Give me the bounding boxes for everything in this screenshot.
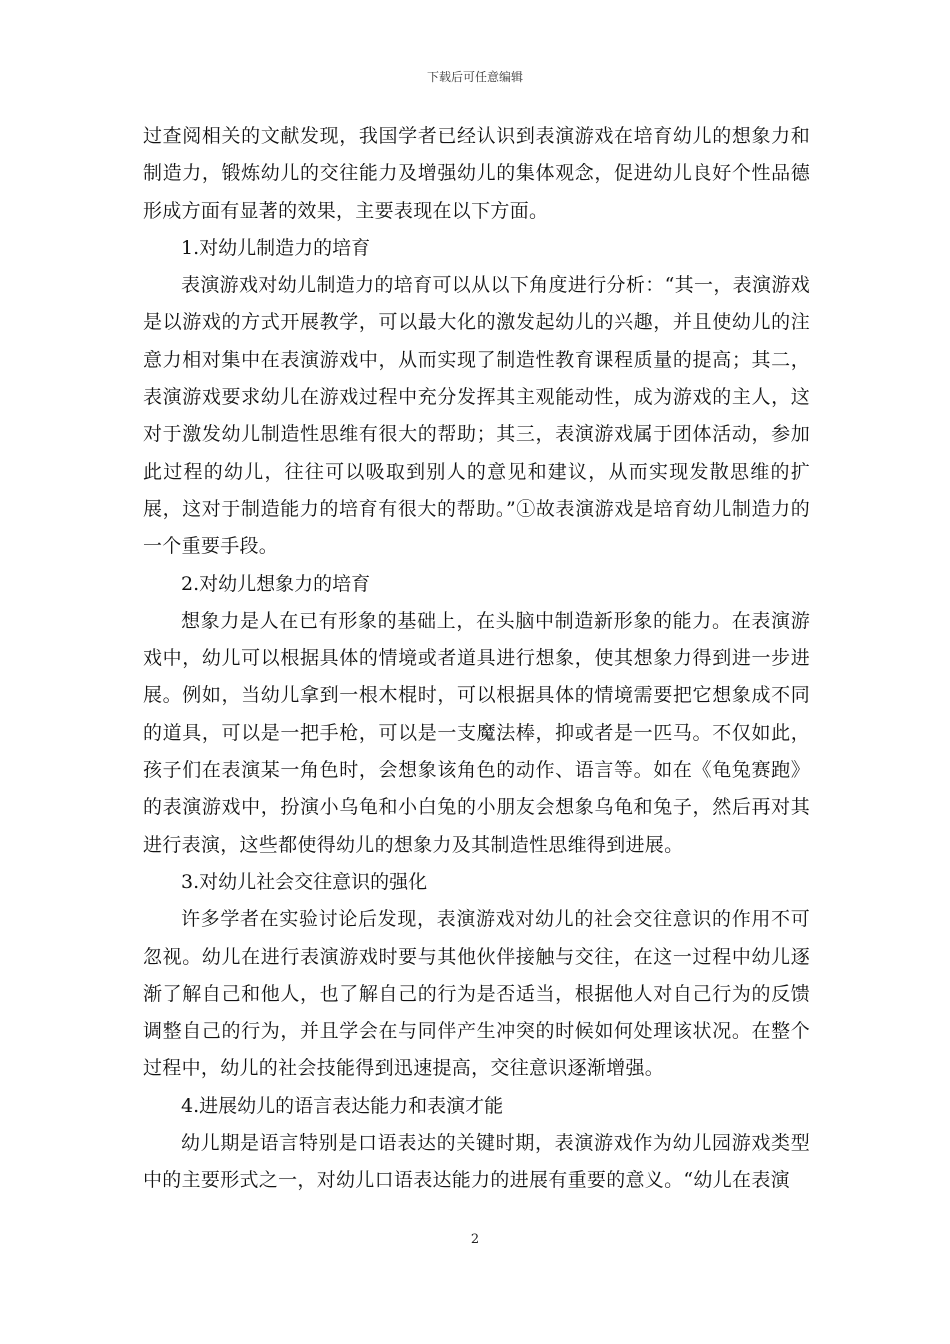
paragraph: 许多学者在实验讨论后发现，表演游戏对幼儿的社会交往意识的作用不可忽视。幼儿在进行表演游戏时要与其他伙伴接触与交往，在这一过程中幼儿逐渐了解自己和他人，也了解自己的行为是否适当，根据他人对自己行为的反馈调整自己的行为，并且学会在与同伴产生冲突的时候如何处理该状况。在整个过程中，幼儿的社会技能得到迅速提高，交往意识逐渐增强。 xyxy=(143,908,810,1080)
section-heading: 2.对幼儿想象力的培育 xyxy=(181,572,371,595)
page-number: 2 xyxy=(470,1232,480,1247)
paragraph: 幼儿期是语言特别是口语表达的关键时期，表演游戏作为幼儿园游戏类型中的主要形式之一，对幼儿口语表达能力的进展有重要的意义。“幼儿在表演 xyxy=(143,1132,810,1192)
paragraph: 表演游戏对幼儿制造力的培育可以从以下角度进行分析：“其一，表演游戏是以游戏的方式开展教学，可以最大化的激发起幼儿的兴趣，并且使幼儿的注意力相对集中在表演游戏中，从而实现了制造性教育课程质量的提高；其二，表演游戏要求幼儿在游戏过程中充分发挥其主观能动性，成为游戏的主人，这对于激发幼儿制造性思维有很大的帮助；其三，表演游戏属于团体活动，参加此过程的幼儿，往往可以吸取到别人的意见和建议，从而实现发散思维的扩展，这对于制造能力的培育有很大的帮助。”①故表演游戏是培育幼儿制造力的一个重要手段。 xyxy=(143,274,810,558)
section-heading: 3.对幼儿社会交往意识的强化 xyxy=(181,870,428,893)
body-text xyxy=(143,118,810,1200)
section-heading: 1.对幼儿制造力的培育 xyxy=(181,236,371,259)
paragraph: 过查阅相关的文献发现，我国学者已经认识到表演游戏在培育幼儿的想象力和制造力，锻炼幼儿的交往能力及增强幼儿的集体观念，促进幼儿良好个性品德形成方面有显著的效果，主要表现在以下方面。 xyxy=(143,125,810,222)
page-header: 下载后可任意编辑 xyxy=(426,70,523,84)
paragraph: 想象力是人在已有形象的基础上，在头脑中制造新形象的能力。在表演游戏中，幼儿可以根据具体的情境或者道具进行想象，使其想象力得到进一步进展。例如，当幼儿拿到一根木棍时，可以根据具体的情境需要把它想象成不同的道具，可以是一把手枪，可以是一支魔法棒，抑或者是一匹马。不仅如此，孩子们在表演某一角色时，会想象该角色的动作、语言等。如在《龟兔赛跑》的表演游戏中，扮演小乌龟和小白兔的小朋友会想象乌龟和兔子，然后再对其进行表演，这些都使得幼儿的想象力及其制造性思维得到进展。 xyxy=(143,609,810,856)
section-heading: 4.进展幼儿的语言表达能力和表演才能 xyxy=(181,1094,504,1117)
